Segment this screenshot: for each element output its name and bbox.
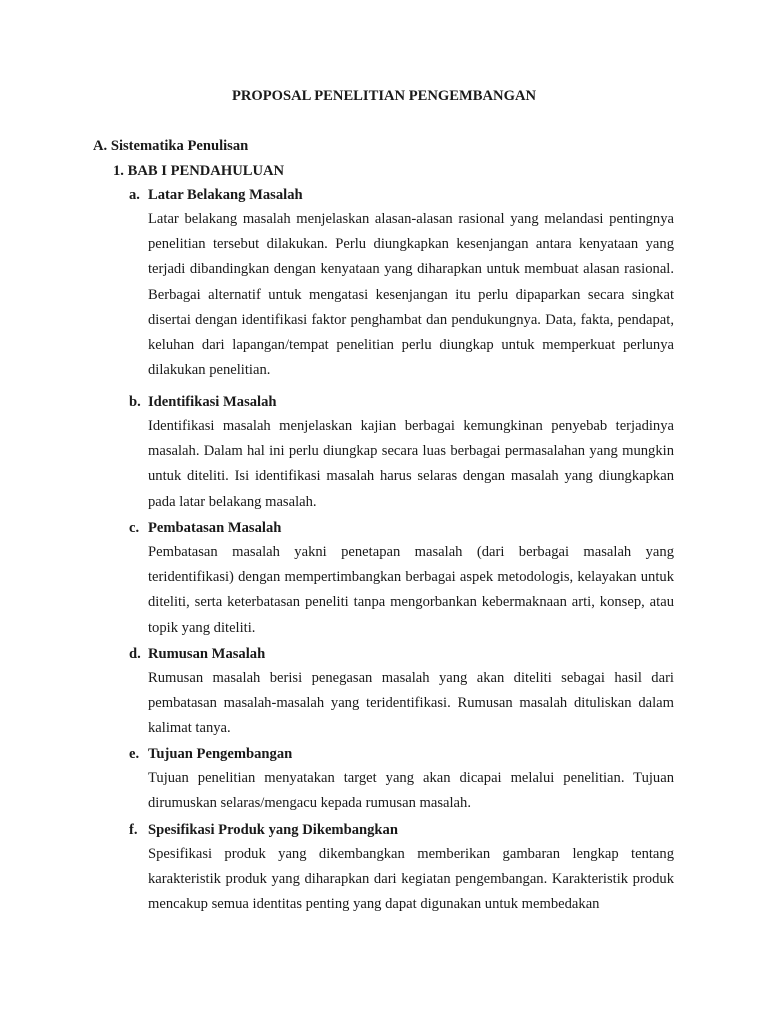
section-letter: e. [129, 746, 140, 762]
section-title: Identifikasi Masalah [148, 394, 277, 410]
section-heading [129, 520, 674, 537]
section-letter: b. [129, 394, 141, 410]
section-rumusan [129, 646, 674, 742]
section-body: Latar belakang masalah menjelaskan alasan-alasan rasional yang melandasi pentingnya penelitian tersebut dilakukan. Perlu diungkapkan kesenjangan antara kenyataan yang terjadi dibandingkan dengan kenyataan yang diharapkan untuk membuat alasan rasional. Berbagai alternatif untuk mengatasi kesenjangan itu perlu dipaparkan secara singkat disertai dengan identifikasi faktor penghambat dan pendukungnya. Data, fakta, pendapat, keluhan dari lapangan/tempat penelitian perlu diungkap untuk memperkuat perlunya dilakukan penelitian. [148, 211, 674, 379]
section-heading [129, 822, 674, 839]
section-tujuan [129, 746, 674, 816]
section-latar-belakang [129, 187, 674, 383]
section-title: Tujuan Pengembangan [148, 746, 293, 762]
section-title: Latar Belakang Masalah [148, 187, 303, 203]
section-body: Tujuan penelitian menyatakan target yang akan dicapai melalui penelitian. Tujuan dirumuskan selaras/mengacu kepada rumusan masalah. [148, 770, 674, 812]
section-letter: c. [129, 520, 140, 536]
section-spesifikasi [129, 822, 674, 918]
heading-bab-1: 1. BAB I PENDAHULUAN [113, 163, 285, 179]
section-heading [129, 646, 674, 663]
section-pembatasan [129, 520, 674, 641]
section-heading [129, 394, 674, 411]
section-body: Identifikasi masalah menjelaskan kajian berbagai kemungkinan penyebab terjadinya masalah. Dalam hal ini perlu diungkap secara luas berbagai permasalahan yang mungkin untuk diteliti. Isi identifikasi masalah harus selaras dengan masalah yang diungkapkan pada latar belakang masalah. [148, 418, 674, 510]
section-identifikasi [129, 394, 674, 515]
section-body: Pembatasan masalah yakni penetapan masalah (dari berbagai masalah yang teridentifikasi) dengan mempertimbangkan berbagai aspek metodologis, kelayakan untuk diteliti, serta keterbatasan peneliti tanpa mengorbankan kebermaknaan arti, konsep, atau topik yang diteliti. [148, 544, 674, 636]
section-title: Spesifikasi Produk yang Dikembangkan [148, 822, 398, 838]
section-heading [129, 187, 674, 204]
section-title: Pembatasan Masalah [148, 520, 282, 536]
document-title: PROPOSAL PENELITIAN PENGEMBANGAN [231, 88, 537, 104]
section-body: Spesifikasi produk yang dikembangkan memberikan gambaran lengkap tentang karakteristik produk yang diharapkan dari kegiatan pengembangan. Karakteristik produk mencakup semua identitas penting yang dapat digunakan untuk membedakan [148, 846, 674, 913]
section-title: Rumusan Masalah [148, 646, 266, 662]
section-body: Rumusan masalah berisi penegasan masalah yang akan diteliti sebagai hasil dari pembatasan masalah-masalah yang teridentifikasi. Rumusan masalah dituliskan dalam kalimat tanya. [148, 670, 674, 737]
section-letter: d. [129, 646, 141, 662]
section-heading [129, 746, 674, 763]
section-letter: f. [129, 822, 138, 838]
section-letter: a. [129, 187, 140, 203]
heading-sistematika: A. Sistematika Penulisan [93, 138, 249, 154]
